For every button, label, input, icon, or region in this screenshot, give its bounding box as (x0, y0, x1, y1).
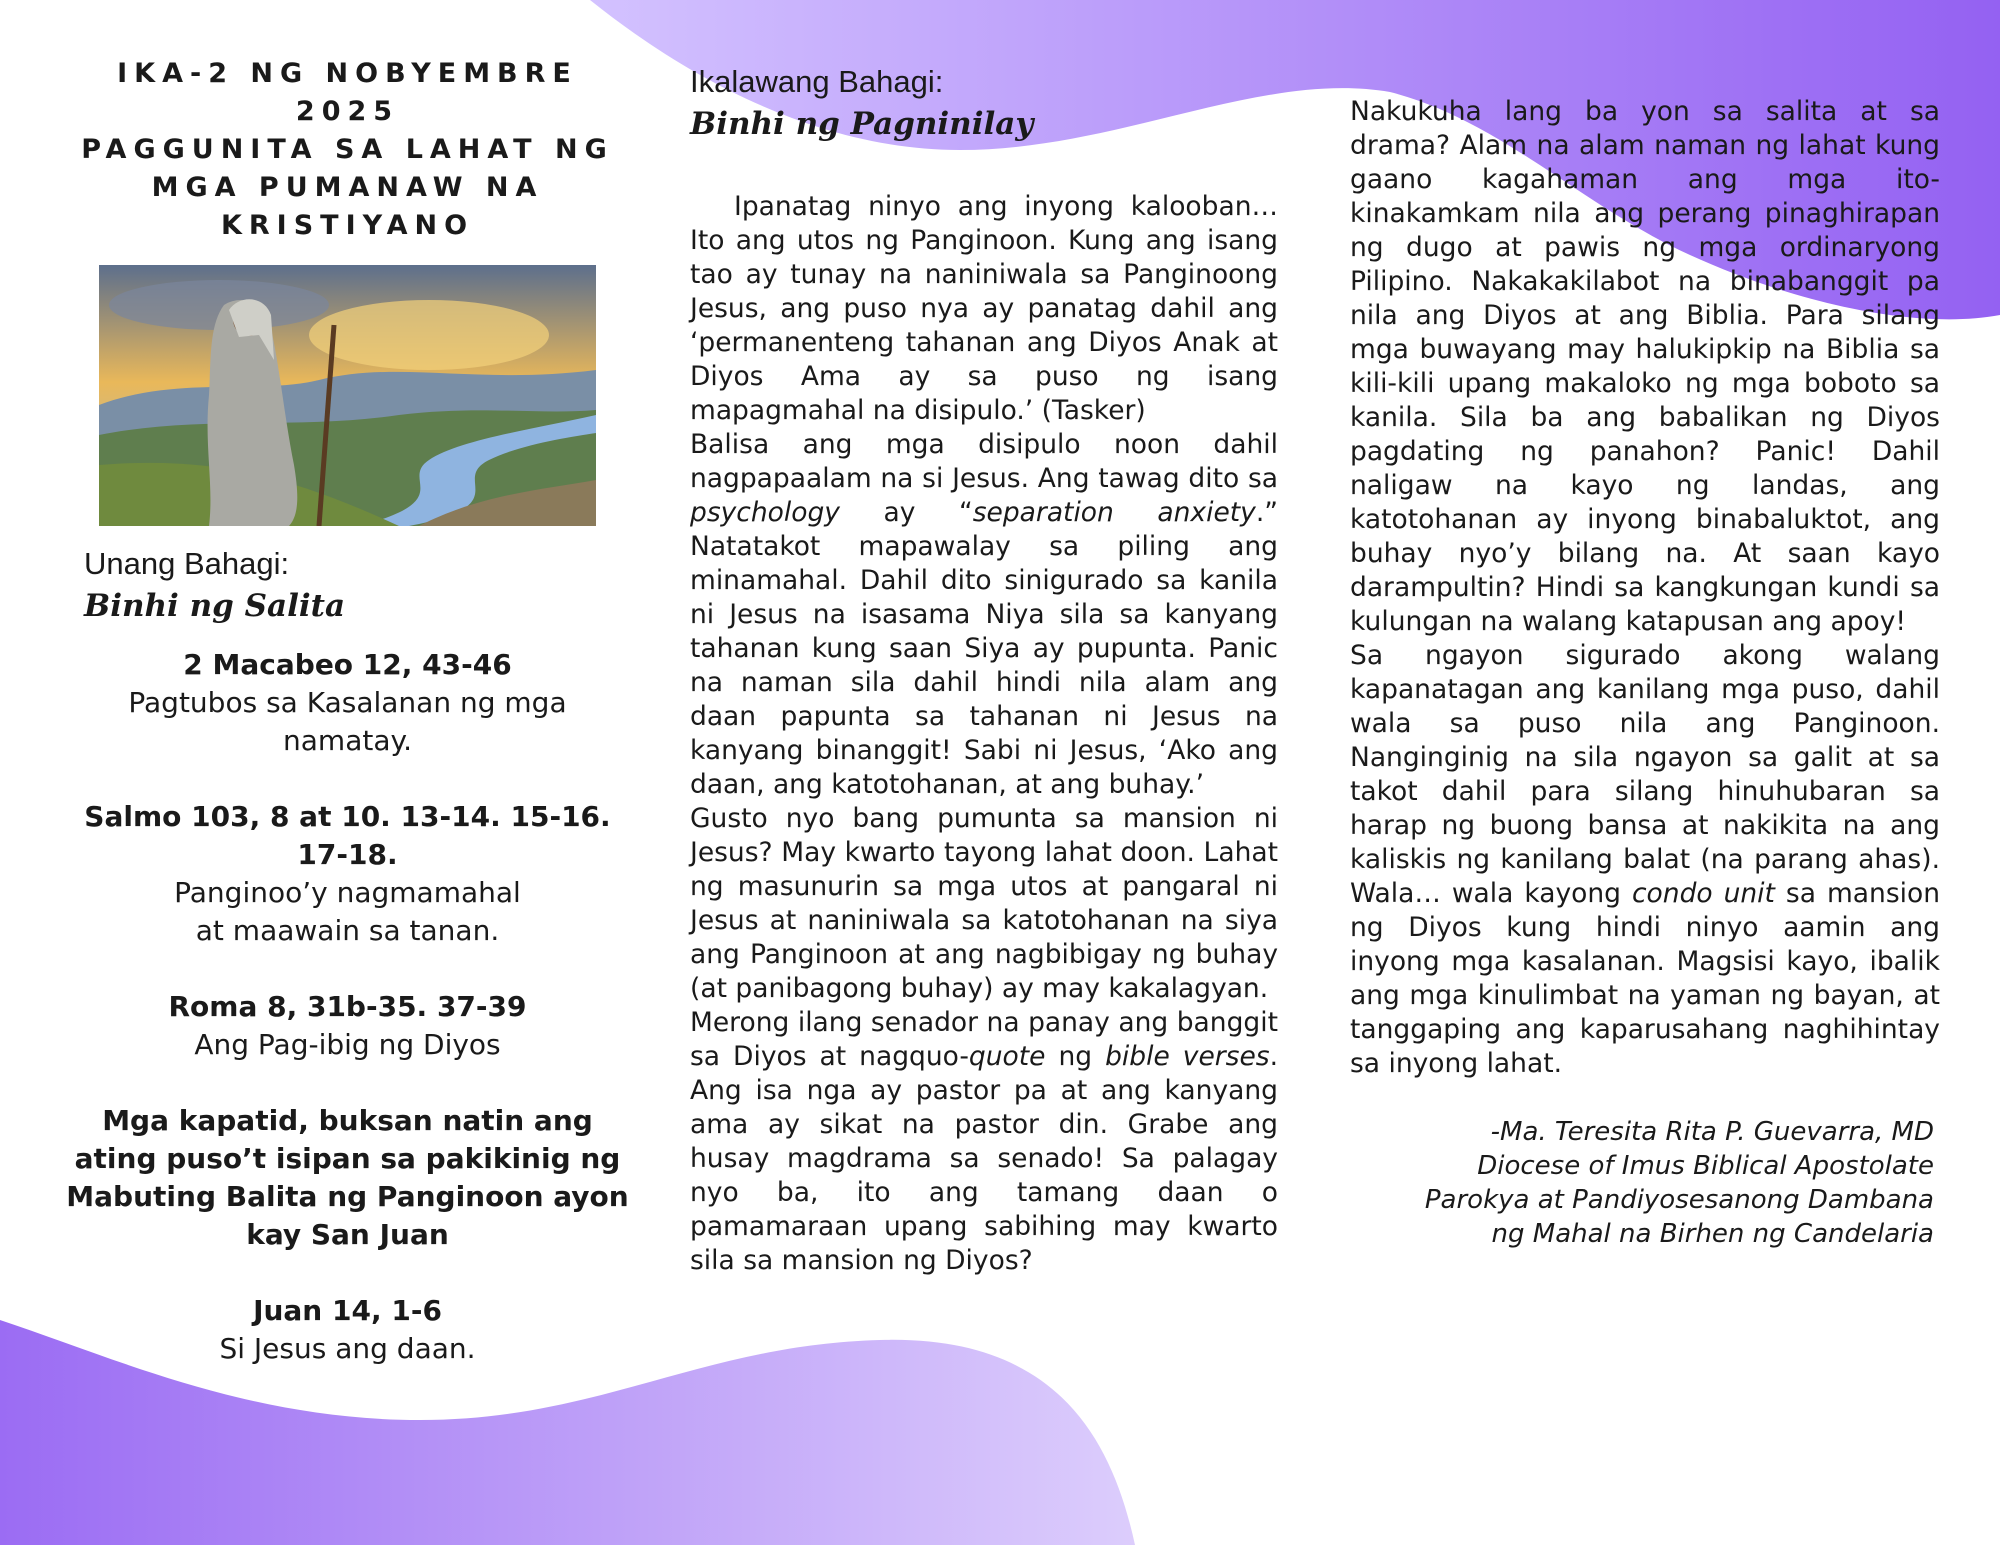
part2-heading (690, 62, 1278, 146)
jesus-landscape-image (99, 265, 596, 526)
middle-column (690, 62, 1278, 1278)
paragraph: Merong ilang senador na panay ang banggit sa Diyos at nagquo-quote ng bible verses. Ang isa nga ay pastor pa at ang kanyang ama ay sikat na pastor din. Grabe ang husay magdrama sa senado! Sa palagay nyo ba, ito ang tamang daan o pamamaraan upang sabihing may kwarto sila sa mansion ng Diyos? (690, 1007, 1278, 1276)
reflection-text (690, 190, 1278, 1278)
title-line: MGA PUMANAW NA (151, 172, 544, 203)
part1-heading (84, 544, 635, 628)
paragraph: Balisa ang mga disipulo noon dahil nagpapaalam na si Jesus. Ang tawag dito sa psychology ay “separation anxiety.” Natatakot mapawalay sa piling ang minamahal. Dahil dito sinigurado sa kanila ni Jesus na isasama Niya sila sa kanyang tahanan kung saan Siya ay pupunta. Panic na naman sila dahil hindi nila alam ang daan papunta sa tahanan ni Jesus na kanyang binanggit! Sabi ni Jesus, ‘Ako ang daan, ang katotohanan, at ang buhay.’ (690, 429, 1278, 800)
paragraph: Sa ngayon sigurado akong walang kapanatagan ang kanilang mga puso, dahil wala sa puso nila ang Panginoon. Nanginginig na sila ngayon sa galit at sa takot dahil para silang hinuhubaran sa harap ng buong bansa at nakikita na ang kaliskis ng kanilang balat (na parang ahas). Wala… wala kayong condo unit sa mansion ng Diyos kung hindi ninyo aamin ang inyong mga kasalanan. Magsisi kayo, ibalik ang mga kinulimbat na yaman ng bayan, at tanggaping ang kaparusahang naghihintay sa inyong lahat. (1350, 640, 1940, 1079)
reading-reference: 2 Macabeo 12, 43-46 (183, 648, 512, 681)
part1-title: Binhi ng Salita (84, 588, 346, 624)
reading-line: Si Jesus ang daan. (219, 1332, 476, 1365)
reading-line: Ang Pag-ibig ng Diyos (194, 1028, 501, 1061)
right-column (1350, 95, 1940, 1251)
paragraph: Nakukuha lang ba yon sa salita at sa drama? Alam na alam naman ng lahat kung gaano kagahaman ang mga ito- kinakamkam nila ang perang pinaghirapan ng dugo at pawis ng mga ordinaryong Pilipino. Nakakakilabot na binabanggit pa nila ang Diyos at ang Biblia. Para silang mga buwayang may halukipkip na Biblia sa kili-kili upang makaloko ng mga boboto sa kanila. Sila ba ang babalikan ng Diyos pagdating ng panahon? Panic! Dahil naligaw na kayo ng landas, ang katotohanan ay inyong binabaluktot, ang buhay nyo’y bilang na. At saan kayo darampultin? Hindi sa kangkungan kundi sa kulungan na walang katapusan ang apoy! (1350, 96, 1940, 637)
title-line: KRISTIYANO (220, 210, 475, 241)
author-signature (1350, 1115, 1940, 1251)
part2-title: Binhi ng Pagninilay (690, 106, 1034, 142)
reading-line: Pagtubos sa Kasalanan ng mga (128, 686, 567, 719)
signature-line: Parokya at Pandiyosesanong Dambana (1424, 1185, 1934, 1215)
paragraph: Gusto nyo bang pumunta sa mansion ni Jesus? May kwarto tayong lahat doon. Lahat ng masunurin sa mga utos at pangaral ni Jesus at naniniwala sa katotohanan na siya ang Panginoon at ang nagbibigay ng buhay (at panibagong buhay) ay may kakalagyan. (690, 803, 1278, 1004)
title-line: PAGGUNITA SA LAHAT NG (81, 134, 614, 165)
reading-line: at maawain sa tanan. (195, 914, 500, 947)
reading-reference: Salmo 103, 8 at 10. 13-14. 15-16. 17-18. (84, 800, 611, 871)
signature-line: Diocese of Imus Biblical Apostolate (1477, 1151, 1934, 1181)
part1-label: Unang Bahagi: (84, 546, 290, 581)
reading-reference: Juan 14, 1-6 (253, 1294, 442, 1327)
signature-line: ng Mahal na Birhen ng Candelaria (1491, 1219, 1934, 1249)
paragraph: Ipanatag ninyo ang inyong kalooban… Ito ang utos ng Panginoon. Kung ang isang tao ay tunay na naniniwala sa Panginoong Jesus, ang puso nya ay panatag dahil ang ‘permanenteng tahanan ang Diyos Anak at Diyos Ama ay sa puso ng isang mapagmahal na disipulo.’ (Tasker) (690, 191, 1278, 426)
reading-reference: Roma 8, 31b-35. 37-39 (168, 990, 527, 1023)
reading-line: Panginoo’y nagmamahal (174, 876, 521, 909)
gospel-intro: Mga kapatid, buksan natin ang ating puso’t isipan sa pakikinig ng Mabuting Balita ng Panginoon ayon kay San Juan (66, 1104, 629, 1251)
reading-line: namatay. (283, 724, 412, 757)
reflection-text-continued (1350, 95, 1940, 1081)
part2-label: Ikalawang Bahagi: (690, 64, 944, 99)
title-line: 2025 (295, 96, 400, 127)
title-line: IKA-2 NG NOBYEMBRE (117, 58, 578, 89)
left-column (60, 55, 635, 1368)
page-title (60, 55, 635, 245)
signature-line: -Ma. Teresita Rita P. Guevarra, MD (1490, 1117, 1934, 1147)
readings-list (60, 646, 635, 1368)
